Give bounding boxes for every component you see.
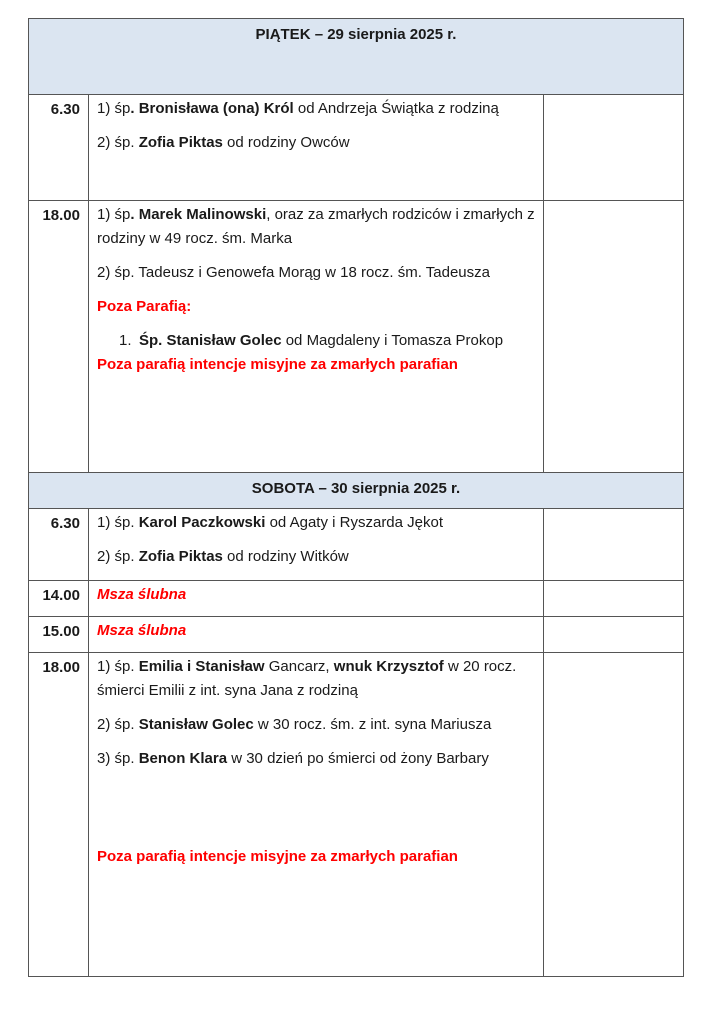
missionary-note: Poza parafią intencje misyjne za zmarłych parafian [97,356,458,373]
intention-prefix: 2) śp. [97,716,139,733]
intention-text: Gancarz, [264,658,334,675]
intention-prefix: 2) śp. Tadeusz i Genowefa Mor [97,264,305,281]
wedding-mass-label: Msza ślubna [97,586,187,603]
mass-intentions [89,509,544,581]
mass-time: 18.00 [29,653,89,977]
mass-time: 15.00 [29,617,89,653]
intention-name: wnuk Krzysztof [333,658,444,675]
mass-row [29,581,684,617]
intention-entry [97,511,535,535]
mass-intentions [89,581,544,617]
mass-intentions-table [28,18,684,977]
intention-text: od rodziny Owców [222,134,350,151]
intention-entry [97,713,535,737]
intention-prefix: 1) śp [97,206,131,223]
intention-prefix: 2) śp. [97,548,139,565]
intention-name: Karol Paczkowski [138,514,266,531]
wedding-mass-label: Msza ślubna [97,622,187,639]
intention-prefix: 1) śp. [97,514,139,531]
intention-entry [97,655,535,703]
intention-name: Stanisław Golec [138,716,254,733]
notes-cell [544,201,684,473]
mass-intentions [89,653,544,977]
day-header-row [29,19,684,95]
intention-text: od Andrzeja Świątka z rodziną [293,100,499,117]
intention-name: . Marek Malinowski [130,206,267,223]
intention-text: w 30 dzień po śmierci od żony Barbary [227,750,489,767]
notes-cell [544,95,684,201]
mass-intentions [89,95,544,201]
notes-cell [544,653,684,977]
intention-entry [97,261,535,285]
intention-name: . Bronisława (ona) Król [130,100,294,117]
intention-entry [97,545,535,569]
intention-text: w 20 rocz. śmierci Emilii z int. syna Jana z rodziną [97,658,517,699]
intention-entry [97,97,535,121]
intention-text: ąg w 18 rocz. śm. Tadeusza [304,264,490,281]
notes-cell [544,509,684,581]
mass-time: 6.30 [29,509,89,581]
intention-text: , oraz za zmarłych rodziców i zmarłych z rodziny w 49 rocz. śm. Marka [97,206,535,247]
notes-cell [544,617,684,653]
mass-intentions [89,201,544,473]
mass-time: 6.30 [29,95,89,201]
item-number: 1. [119,332,132,349]
intention-entry [97,131,535,155]
mass-row [29,201,684,473]
intention-entry [97,747,535,771]
outside-parish-label: Poza Parafią: [97,298,192,315]
intention-entry [97,203,535,251]
day-header-friday: PIĄTEK – 29 sierpnia 2025 r. [29,19,684,95]
intention-name: Zofia Piktas [138,134,223,151]
intention-text: od Agaty i Ryszarda Jękot [265,514,444,531]
outside-parish-item [97,329,535,353]
intention-text: od rodziny Witków [222,548,349,565]
intention-name: Benon Klara [138,750,228,767]
intention-prefix: 1) śp. [97,658,139,675]
intention-prefix: 3) śp. [97,750,139,767]
intention-name: Śp. Stanisław Golec [139,332,282,349]
intention-text: w 30 rocz. śm. z int. syna Mariusza [253,716,492,733]
notes-cell [544,581,684,617]
mass-row [29,653,684,977]
mass-intentions [89,617,544,653]
day-header-row [29,473,684,509]
day-header-saturday: SOBOTA – 30 sierpnia 2025 r. [29,473,684,509]
intention-name: Emilia i Stanisław [138,658,265,675]
mass-time: 14.00 [29,581,89,617]
intention-prefix: 1) śp [97,100,131,117]
intention-prefix: 2) śp. [97,134,139,151]
mass-row [29,509,684,581]
intention-name: Zofia Piktas [138,548,223,565]
mass-row [29,95,684,201]
mass-row [29,617,684,653]
intention-text: od Magdaleny i Tomasza Prokop [281,332,504,349]
mass-time: 18.00 [29,201,89,473]
missionary-note: Poza parafią intencje misyjne za zmarłych parafian [97,848,458,865]
